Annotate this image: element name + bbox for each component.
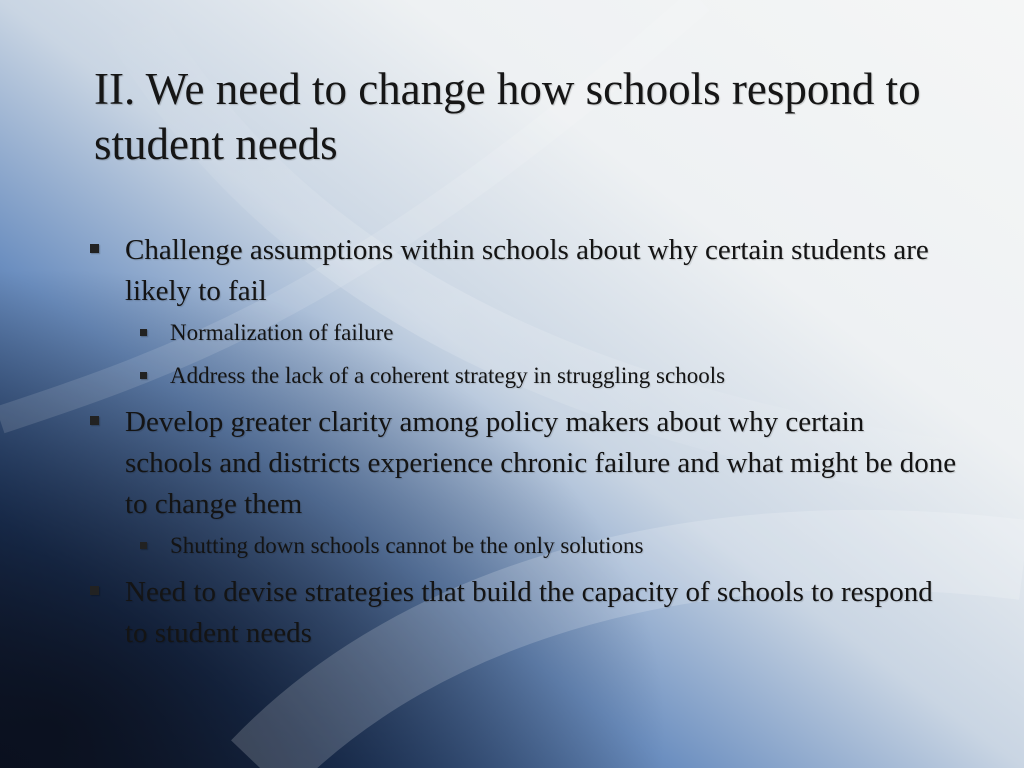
sub-bullet-text: Shutting down schools cannot be the only solutions xyxy=(170,533,644,558)
sub-bullet-item xyxy=(88,359,958,393)
sub-bullet-list xyxy=(88,316,958,393)
square-bullet-icon xyxy=(140,372,147,379)
bullet-item xyxy=(88,402,958,563)
sub-bullet-text: Address the lack of a coherent strategy in struggling schools xyxy=(170,363,726,388)
bullet-list xyxy=(88,230,958,660)
square-bullet-icon xyxy=(90,586,99,595)
sub-bullet-item xyxy=(88,529,958,563)
sub-bullet-text: Normalization of failure xyxy=(170,320,394,345)
square-bullet-icon xyxy=(90,244,99,253)
square-bullet-icon xyxy=(90,416,99,425)
bullet-text: Need to devise strategies that build the capacity of schools to respond to student needs xyxy=(125,576,933,649)
bullet-item xyxy=(88,230,958,393)
sub-bullet-list xyxy=(88,529,958,563)
bullet-text: Challenge assumptions within schools about why certain students are likely to fail xyxy=(125,234,929,307)
slide-title: II. We need to change how schools respond to student needs xyxy=(94,64,921,169)
square-bullet-icon xyxy=(140,329,147,336)
sub-bullet-item xyxy=(88,316,958,350)
square-bullet-icon xyxy=(140,542,147,549)
bullet-text: Develop greater clarity among policy makers about why certain schools and districts experience chronic failure and what might be done to change them xyxy=(125,406,957,520)
bullet-item xyxy=(88,572,958,654)
